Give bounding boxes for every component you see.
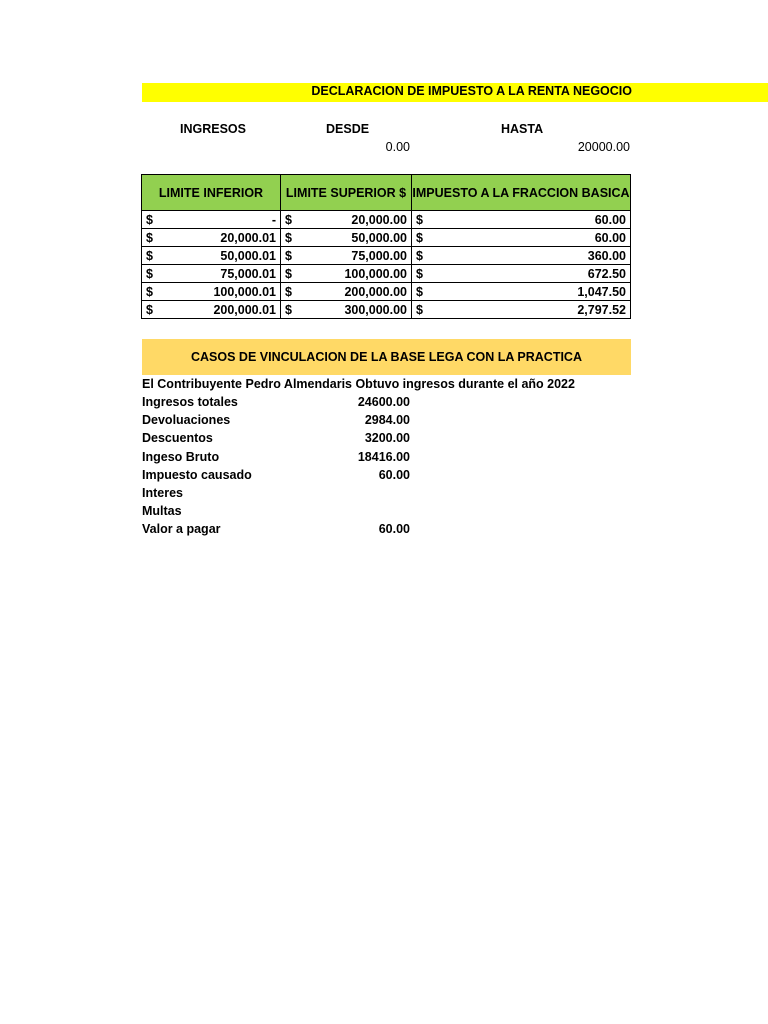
cell-value: 60.00 xyxy=(594,230,626,245)
table-cell xyxy=(412,247,631,265)
currency-symbol: $ xyxy=(285,266,292,281)
cell-value: 75,000.00 xyxy=(351,248,407,263)
currency-symbol: $ xyxy=(146,248,153,263)
table-cell xyxy=(142,247,281,265)
table-cell xyxy=(142,283,281,301)
ingresos-label: INGRESOS xyxy=(180,122,246,136)
case-heading-text: CASOS DE VINCULACION DE LA BASE LEGA CON LA PRACTICA xyxy=(191,350,582,364)
currency-symbol: $ xyxy=(146,284,153,299)
case-item-label: Ingeso Bruto xyxy=(142,449,220,464)
cell-value: 20,000.00 xyxy=(351,212,407,227)
table-row xyxy=(142,283,631,301)
table-cell xyxy=(142,229,281,247)
table-header-row xyxy=(142,175,631,211)
case-item-label: Valor a pagar xyxy=(142,522,221,537)
currency-symbol: $ xyxy=(146,266,153,281)
cell-value: 2,797.52 xyxy=(577,302,626,317)
col-limite-inferior: LIMITE INFERIOR xyxy=(142,175,281,211)
table-cell xyxy=(412,265,631,283)
col-impuesto-fraccion: IMPUESTO A LA FRACCION BASICA xyxy=(412,175,631,211)
currency-symbol: $ xyxy=(285,302,292,317)
table-row xyxy=(142,211,631,229)
currency-symbol: $ xyxy=(416,284,423,299)
tax-bracket-table xyxy=(141,174,631,319)
table-cell xyxy=(281,265,412,283)
table-cell xyxy=(412,211,631,229)
desde-label: DESDE xyxy=(326,122,370,136)
table-row xyxy=(142,301,631,319)
currency-symbol: $ xyxy=(416,266,423,281)
case-item-value: 2984.00 xyxy=(364,413,410,428)
table-cell xyxy=(412,283,631,301)
currency-symbol: $ xyxy=(285,248,292,263)
case-item-label: Multas xyxy=(142,504,182,519)
case-item-label: Devoluaciones xyxy=(142,413,231,428)
hasta-label: HASTA xyxy=(501,122,544,136)
currency-symbol: $ xyxy=(285,284,292,299)
case-item-value: 18416.00 xyxy=(357,449,410,464)
case-item-value: 3200.00 xyxy=(364,431,410,446)
case-item-label: Ingresos totales xyxy=(142,395,238,409)
table-cell xyxy=(412,229,631,247)
table-row xyxy=(142,229,631,247)
desde-value: 0.00 xyxy=(385,140,410,154)
table-cell xyxy=(281,211,412,229)
currency-symbol: $ xyxy=(416,302,423,317)
case-item-value: 60.00 xyxy=(378,467,410,482)
currency-symbol: $ xyxy=(416,248,423,263)
case-item-label: Interes xyxy=(142,486,183,500)
currency-symbol: $ xyxy=(146,212,153,227)
case-intro: El Contribuyente Pedro Almendaris Obtuvo ingresos durante el año 2022 xyxy=(142,377,575,391)
case-item-label: Descuentos xyxy=(142,431,213,446)
currency-symbol: $ xyxy=(146,230,153,245)
currency-symbol: $ xyxy=(285,230,292,245)
cell-value: 60.00 xyxy=(594,212,626,227)
cell-value: 200,000.00 xyxy=(344,284,407,299)
currency-symbol: $ xyxy=(416,230,423,245)
table-row xyxy=(142,247,631,265)
cell-value: 50,000.01 xyxy=(220,248,276,263)
table-cell xyxy=(281,283,412,301)
cell-value: - xyxy=(271,212,276,227)
table-cell xyxy=(142,301,281,319)
case-item-label: Impuesto causado xyxy=(142,467,252,482)
hasta-value: 20000.00 xyxy=(577,140,630,154)
cell-value: 200,000.01 xyxy=(213,302,276,317)
page-title: DECLARACION DE IMPUESTO A LA RENTA NEGOCIO xyxy=(311,84,632,98)
currency-symbol: $ xyxy=(285,212,292,227)
cell-value: 672.50 xyxy=(587,266,626,281)
cell-value: 20,000.01 xyxy=(220,230,276,245)
cell-value: 100,000.00 xyxy=(344,266,407,281)
table-cell xyxy=(142,265,281,283)
currency-symbol: $ xyxy=(146,302,153,317)
table-cell xyxy=(281,247,412,265)
table-row xyxy=(142,265,631,283)
cell-value: 300,000.00 xyxy=(344,302,407,317)
currency-symbol: $ xyxy=(416,212,423,227)
case-heading xyxy=(142,339,631,375)
cell-value: 1,047.50 xyxy=(577,284,626,299)
case-item-value: 60.00 xyxy=(378,522,410,537)
table-cell xyxy=(281,229,412,247)
cell-value: 360.00 xyxy=(587,248,626,263)
table-cell xyxy=(281,301,412,319)
table-cell xyxy=(142,211,281,229)
table-cell xyxy=(412,301,631,319)
cell-value: 50,000.00 xyxy=(351,230,407,245)
col-limite-superior: LIMITE SUPERIOR $ xyxy=(281,175,412,211)
cell-value: 100,000.01 xyxy=(213,284,276,299)
case-item-value: 24600.00 xyxy=(357,395,410,409)
cell-value: 75,000.01 xyxy=(220,266,276,281)
